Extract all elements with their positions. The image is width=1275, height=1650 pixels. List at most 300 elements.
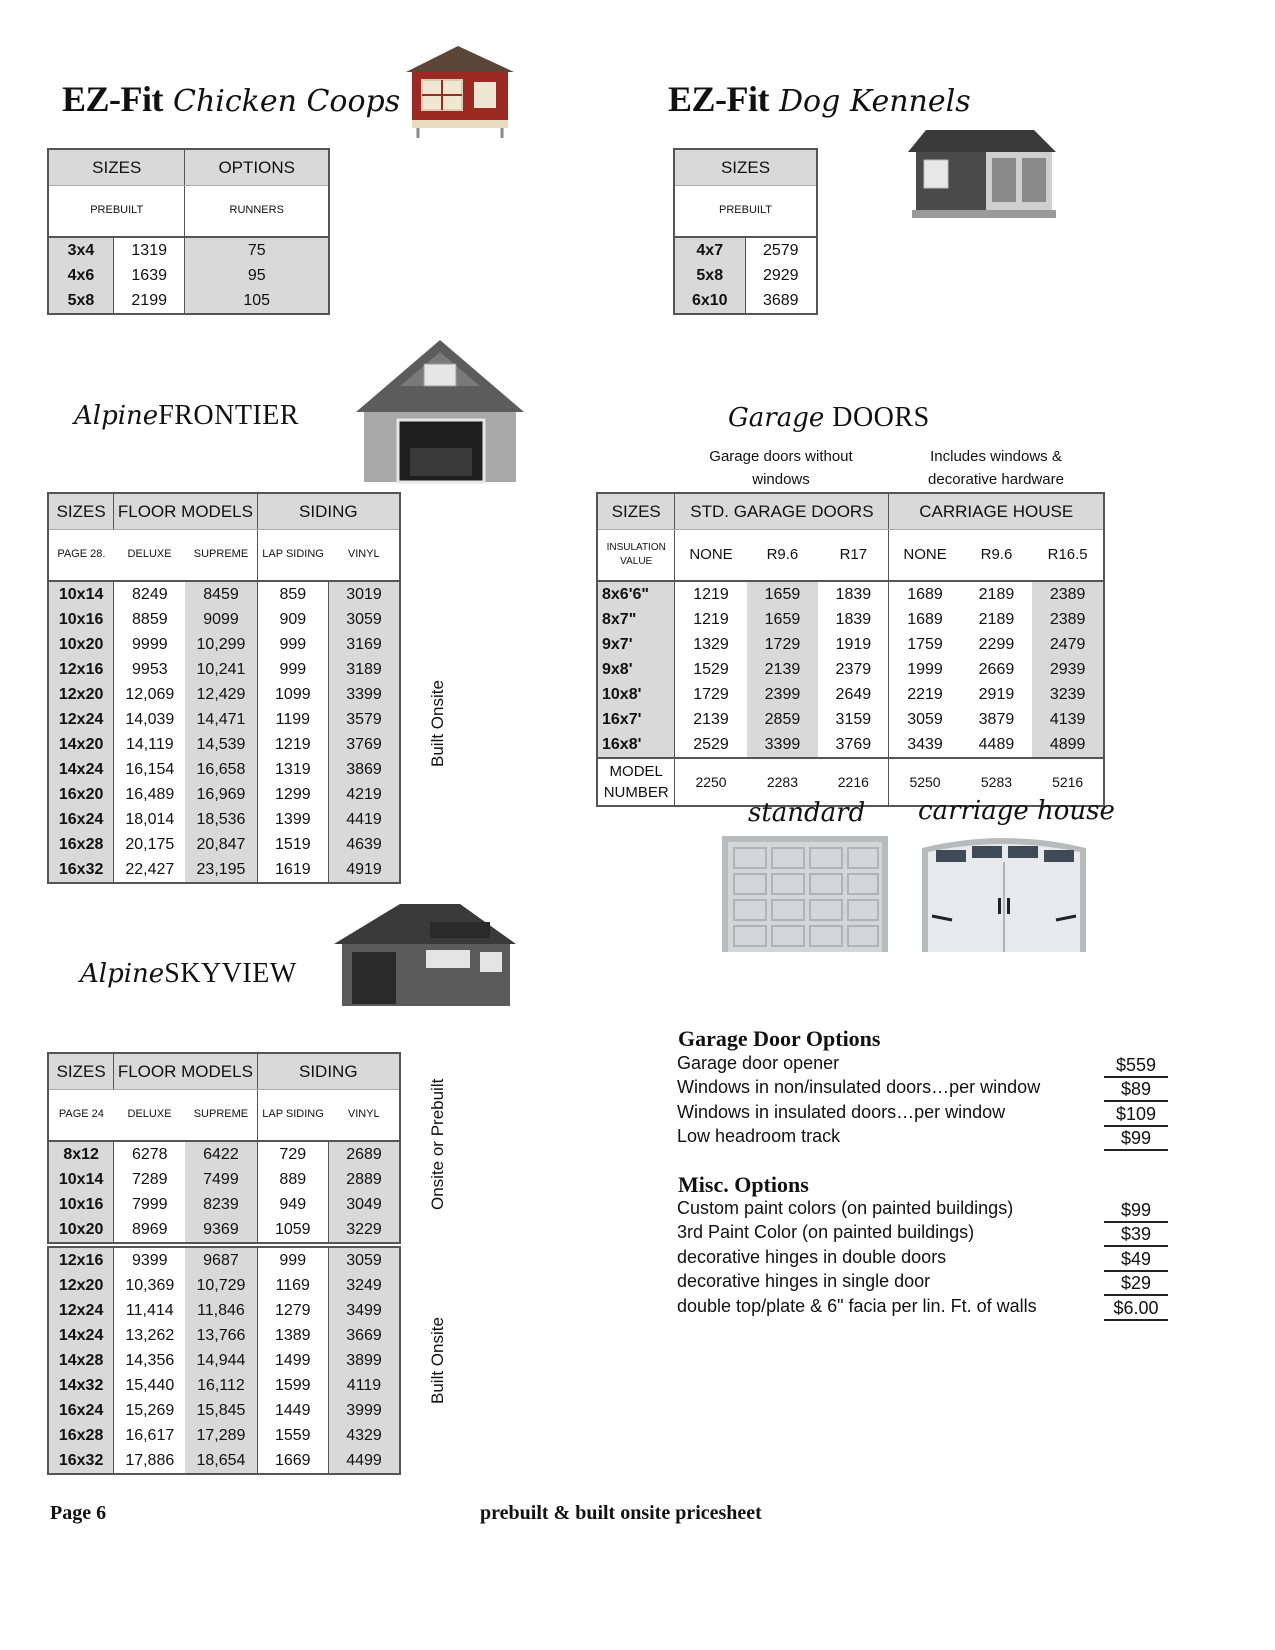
cell-size: 10x16	[48, 607, 114, 632]
model-number-label: MODEL NUMBER	[603, 763, 669, 801]
table-row	[48, 1323, 400, 1348]
cell-lap-siding: 1299	[257, 782, 328, 807]
model-number: 2283	[766, 773, 799, 790]
table-row	[597, 682, 1104, 707]
cell-deluxe: 22,427	[114, 857, 186, 883]
cell-deluxe: 9999	[114, 632, 186, 657]
cell-size: 12x20	[48, 682, 114, 707]
cell-price: 3439	[889, 732, 961, 758]
subheader-lap-siding: LAP SIDING	[257, 1089, 328, 1141]
cell-lap-siding: 1319	[257, 757, 328, 782]
subheader-supreme: SUPREME	[185, 1089, 257, 1141]
cell-supreme: 18,536	[185, 807, 257, 832]
table-row	[48, 757, 400, 782]
title-script: Alpine	[74, 401, 159, 431]
model-number: 5283	[980, 773, 1013, 790]
cell-supreme: 14,471	[185, 707, 257, 732]
cell-supreme: 10,299	[185, 632, 257, 657]
cell-supreme: 8459	[185, 581, 257, 607]
cell-vinyl: 3579	[329, 707, 400, 732]
cell-supreme: 10,241	[185, 657, 257, 682]
cell-deluxe: 16,489	[114, 782, 186, 807]
cell-supreme: 10,729	[185, 1273, 257, 1298]
cell-deluxe: 9953	[114, 657, 186, 682]
cell-lap-siding: 1219	[257, 732, 328, 757]
cell-deluxe: 14,356	[114, 1348, 186, 1373]
title-caps: FRONTIER	[158, 400, 300, 431]
cell-vinyl: 4119	[328, 1373, 400, 1398]
cell-supreme: 23,195	[185, 857, 257, 883]
header-siding: SIDING	[257, 493, 400, 529]
cell-size: 8x12	[48, 1141, 114, 1167]
table-row	[48, 782, 400, 807]
subheader-r165: R16.5	[1032, 529, 1104, 581]
option-price: $99	[1104, 1128, 1168, 1151]
cell-lap-siding: 1669	[257, 1448, 328, 1474]
cell-price: 3689	[745, 288, 817, 314]
cell-supreme: 14,539	[185, 732, 257, 757]
table-row	[48, 607, 400, 632]
cell-size: 14x28	[48, 1348, 114, 1373]
table-row	[597, 657, 1104, 682]
cell-price: 1659	[747, 607, 819, 632]
table-row	[48, 237, 329, 263]
cell-size: 16x24	[48, 1398, 114, 1423]
cell-lap-siding: 1099	[257, 682, 328, 707]
cell-price: 2399	[747, 682, 819, 707]
garage-doors-price-table	[596, 492, 1105, 807]
cell-price: 2579	[745, 237, 817, 263]
cell-lap-siding: 1199	[257, 707, 328, 732]
cell-price: 2479	[1032, 632, 1104, 657]
cell-price: 2189	[978, 611, 1015, 628]
cell-size: 14x20	[48, 732, 114, 757]
cell-price: 1839	[835, 586, 872, 603]
cell-size: 5x8	[674, 263, 745, 288]
subheader-page: PAGE 24	[48, 1089, 114, 1141]
cell-vinyl: 3999	[328, 1398, 400, 1423]
cell-lap-siding: 889	[257, 1167, 328, 1192]
cell-supreme: 16,112	[185, 1373, 257, 1398]
table-row	[48, 807, 400, 832]
table-row	[674, 263, 817, 288]
model-number: 5216	[1052, 773, 1084, 790]
cell-runners: 105	[185, 288, 329, 314]
cell-deluxe: 12,069	[114, 682, 186, 707]
cell-deluxe: 11,414	[114, 1298, 186, 1323]
cell-price: 1689	[889, 581, 961, 607]
cell-price: 2529	[675, 732, 747, 758]
cell-deluxe: 16,617	[114, 1423, 186, 1448]
cell-deluxe: 18,014	[114, 807, 186, 832]
cell-size: 14x24	[48, 757, 114, 782]
cell-size: 16x28	[48, 1423, 114, 1448]
cell-price: 3879	[978, 711, 1015, 728]
cell-lap-siding: 949	[257, 1192, 328, 1217]
subheader-vinyl: VINYL	[329, 1089, 400, 1141]
garage-doors-title	[728, 402, 930, 434]
cell-size: 16x28	[48, 832, 114, 857]
cell-vinyl: 2689	[329, 1141, 400, 1167]
table-row	[597, 632, 1104, 657]
subheader-r17: R17	[818, 529, 889, 581]
cell-price: 1659	[747, 581, 819, 607]
option-price: $99	[1104, 1200, 1168, 1223]
option-label: decorative hinges in double doors	[677, 1246, 947, 1267]
skyview-side-label-onsite: Built Onsite	[428, 1317, 447, 1404]
cell-vinyl: 4219	[329, 782, 400, 807]
cell-size: 9x7'	[597, 632, 675, 657]
cell-lap-siding: 1449	[257, 1398, 328, 1423]
cell-price: 2939	[1032, 657, 1104, 682]
option-label: Windows in non/insulated doors…per window	[677, 1077, 1041, 1098]
cell-lap-siding: 999	[257, 1247, 328, 1273]
footer-title: prebuilt & built onsite pricesheet	[480, 1502, 762, 1524]
model-number: 5250	[889, 758, 961, 806]
cell-vinyl: 3399	[329, 682, 400, 707]
alpine-skyview-title	[80, 958, 297, 990]
cell-price: 1529	[675, 657, 747, 682]
cell-price: 2299	[978, 636, 1015, 653]
cell-deluxe: 6278	[114, 1141, 186, 1167]
header-sizes: SIZES	[48, 493, 114, 529]
cell-supreme: 6422	[185, 1141, 257, 1167]
title-brand: EZ-Fit	[62, 79, 163, 119]
table-row	[597, 581, 1104, 607]
cell-price: 2379	[835, 661, 872, 678]
table-row	[48, 682, 400, 707]
chicken-coop-price-table	[47, 148, 330, 315]
cell-lap-siding: 1279	[257, 1298, 328, 1323]
cell-size: 16x7'	[597, 707, 675, 732]
page-number: Page 6	[50, 1502, 107, 1524]
cell-runners: 75	[185, 237, 329, 263]
cell-lap-siding: 1559	[257, 1423, 328, 1448]
cell-deluxe: 9399	[114, 1247, 186, 1273]
std-door-note: Garage doors without windows	[709, 448, 853, 488]
cell-supreme: 12,429	[185, 682, 257, 707]
table-row	[48, 1167, 400, 1192]
carriage-door-image	[922, 832, 1086, 952]
cell-vinyl: 2889	[329, 1167, 400, 1192]
cell-size: 12x24	[48, 1298, 114, 1323]
cell-vinyl: 3229	[329, 1217, 400, 1243]
standard-door-label: standard	[748, 798, 866, 828]
table-row	[674, 237, 817, 263]
cell-lap-siding: 1169	[257, 1273, 328, 1298]
cell-vinyl: 3059	[328, 1247, 400, 1273]
cell-price: 2389	[1032, 581, 1104, 607]
table-row	[48, 657, 400, 682]
cell-deluxe: 8249	[114, 581, 186, 607]
cell-size: 12x16	[48, 1247, 114, 1273]
chicken-coops-title	[62, 78, 400, 120]
subheader-none: NONE	[889, 529, 961, 581]
cell-vinyl: 3669	[328, 1323, 400, 1348]
cell-price: 2389	[1032, 607, 1104, 632]
model-number: 2250	[675, 758, 747, 806]
cell-price: 2859	[747, 707, 819, 732]
option-label: Custom paint colors (on painted buildings)	[677, 1198, 1014, 1218]
frontier-garage-image	[352, 336, 528, 484]
table-row	[48, 632, 400, 657]
cell-size: 14x32	[48, 1373, 114, 1398]
option-price: $6.00	[1104, 1298, 1168, 1321]
cell-size: 6x10	[674, 288, 745, 314]
cell-deluxe: 13,262	[114, 1323, 186, 1348]
cell-price: 2669	[978, 661, 1015, 678]
cell-price: 1839	[835, 611, 872, 628]
cell-price: 2219	[889, 682, 961, 707]
standard-door-image	[722, 836, 888, 952]
subheader-runners: RUNNERS	[185, 185, 329, 237]
table-row	[48, 1398, 400, 1423]
cell-size: 8x6'6"	[597, 581, 675, 607]
cell-supreme: 16,969	[185, 782, 257, 807]
cell-supreme: 14,944	[185, 1348, 257, 1373]
cell-deluxe: 16,154	[114, 757, 186, 782]
header-std-garage-doors: STD. GARAGE DOORS	[675, 493, 889, 529]
table-row	[48, 1141, 400, 1167]
table-row	[597, 732, 1104, 758]
cell-size: 10x16	[48, 1192, 114, 1217]
cell-size: 12x20	[48, 1273, 114, 1298]
cell-deluxe: 15,440	[114, 1373, 186, 1398]
table-row	[48, 288, 329, 314]
header-floor-models: FLOOR MODELS	[114, 493, 257, 529]
cell-size: 3x4	[48, 237, 113, 263]
cell-price: 3399	[747, 732, 819, 758]
model-number: 2216	[837, 773, 869, 790]
cell-size: 4x6	[48, 263, 113, 288]
cell-lap-siding: 1059	[257, 1217, 328, 1243]
subheader-lap-siding: LAP SIDING	[257, 529, 328, 581]
cell-price: 2199	[113, 288, 184, 314]
cell-price: 2929	[745, 263, 817, 288]
cell-supreme: 9099	[185, 607, 257, 632]
chicken-coop-image	[398, 42, 520, 142]
cell-price: 1319	[113, 237, 184, 263]
option-label: decorative hinges in single door	[677, 1271, 931, 1292]
subheader-none: NONE	[675, 529, 747, 581]
cell-size: 16x24	[48, 807, 114, 832]
cell-supreme: 11,846	[185, 1298, 257, 1323]
table-row	[48, 581, 400, 607]
carriage-door-note: Includes windows & decorative hardware	[928, 448, 1064, 488]
subheader-r96: R9.6	[961, 529, 1033, 581]
option-label: 3rd Paint Color (on painted buildings)	[677, 1222, 975, 1243]
cell-supreme: 18,654	[185, 1448, 257, 1474]
skyview-shed-image	[330, 900, 520, 1010]
title-script: Alpine	[80, 959, 165, 989]
cell-deluxe: 8969	[114, 1217, 186, 1243]
header-options: OPTIONS	[185, 149, 329, 185]
dog-kennel-price-table	[673, 148, 818, 315]
cell-lap-siding: 999	[257, 657, 328, 682]
cell-supreme: 8239	[185, 1192, 257, 1217]
cell-supreme: 16,658	[185, 757, 257, 782]
cell-price: 1219	[675, 607, 747, 632]
table-row	[48, 1298, 400, 1323]
cell-price: 3059	[889, 707, 961, 732]
option-label: Garage door opener	[677, 1053, 840, 1073]
cell-price: 2139	[675, 707, 747, 732]
cell-price: 4139	[1032, 707, 1104, 732]
frontier-price-table	[47, 492, 401, 884]
title-product: Dog Kennels	[779, 84, 971, 119]
frontier-rows	[48, 581, 400, 883]
subheader-prebuilt: PREBUILT	[48, 185, 185, 237]
table-row	[48, 263, 329, 288]
cell-size: 16x32	[48, 1448, 114, 1474]
cell-size: 10x14	[48, 581, 114, 607]
dog-kennel-image	[904, 126, 1060, 222]
option-label: Windows in insulated doors…per window	[677, 1101, 1006, 1122]
cell-price: 3239	[1032, 682, 1104, 707]
cell-deluxe: 8859	[114, 607, 186, 632]
cell-size: 16x8'	[597, 732, 675, 758]
cell-vinyl: 4639	[329, 832, 400, 857]
cell-size: 12x24	[48, 707, 114, 732]
cell-deluxe: 14,039	[114, 707, 186, 732]
cell-price: 1639	[113, 263, 184, 288]
table-row	[48, 1192, 400, 1217]
cell-size: 16x32	[48, 857, 114, 883]
header-siding: SIDING	[257, 1053, 400, 1089]
cell-lap-siding: 729	[257, 1141, 328, 1167]
cell-price: 1329	[675, 632, 747, 657]
cell-price: 1729	[675, 682, 747, 707]
cell-vinyl: 3769	[329, 732, 400, 757]
cell-size: 5x8	[48, 288, 113, 314]
skyview-price-table-onsite	[47, 1246, 401, 1475]
misc-options-heading: Misc. Options	[678, 1172, 809, 1197]
subheader-deluxe: DELUXE	[114, 529, 186, 581]
title-brand: EZ-Fit	[668, 79, 769, 119]
subheader-deluxe: DELUXE	[114, 1089, 186, 1141]
cell-deluxe: 7999	[114, 1192, 186, 1217]
subheader-r96: R9.6	[747, 529, 819, 581]
cell-lap-siding: 999	[257, 632, 328, 657]
cell-size: 8x7"	[597, 607, 675, 632]
cell-vinyl: 4329	[328, 1423, 400, 1448]
header-sizes: SIZES	[674, 149, 817, 185]
option-label: double top/plate & 6" facia per lin. Ft. of walls	[677, 1295, 1037, 1316]
table-row	[48, 1273, 400, 1298]
table-row	[48, 1247, 400, 1273]
cell-deluxe: 17,886	[114, 1448, 186, 1474]
title-product: Chicken Coops	[173, 84, 401, 119]
title-caps: DOORS	[832, 402, 930, 433]
cell-supreme: 20,847	[185, 832, 257, 857]
dog-kennels-title	[668, 78, 971, 120]
table-row	[48, 707, 400, 732]
option-price: $109	[1104, 1104, 1168, 1127]
option-price: $29	[1104, 1273, 1168, 1296]
garage-door-options-heading: Garage Door Options	[678, 1026, 881, 1051]
cell-supreme: 9369	[185, 1217, 257, 1243]
cell-deluxe: 10,369	[114, 1273, 186, 1298]
table-row	[48, 1423, 400, 1448]
cell-deluxe: 20,175	[114, 832, 186, 857]
cell-lap-siding: 1599	[257, 1373, 328, 1398]
cell-price: 1219	[675, 581, 747, 607]
alpine-frontier-title	[74, 400, 299, 432]
cell-price: 1729	[747, 632, 819, 657]
cell-supreme: 17,289	[185, 1423, 257, 1448]
cell-price: 1689	[889, 607, 961, 632]
cell-vinyl: 4499	[328, 1448, 400, 1474]
skyview-rows-onsite	[48, 1247, 400, 1474]
cell-price: 4899	[1032, 732, 1104, 758]
cell-vinyl: 3189	[329, 657, 400, 682]
cell-deluxe: 7289	[114, 1167, 186, 1192]
cell-price: 1919	[835, 636, 872, 653]
carriage-door-label: carriage house	[918, 796, 1115, 826]
cell-lap-siding: 1619	[257, 857, 328, 883]
cell-vinyl: 4919	[329, 857, 400, 883]
option-price: $559	[1104, 1055, 1168, 1078]
header-sizes: SIZES	[48, 149, 185, 185]
cell-vinyl: 3249	[328, 1273, 400, 1298]
cell-supreme: 9687	[185, 1247, 257, 1273]
subheader-vinyl: VINYL	[329, 529, 400, 581]
header-sizes: SIZES	[48, 1053, 114, 1089]
subheader-page: PAGE 28.	[48, 529, 114, 581]
option-price: $89	[1104, 1079, 1168, 1102]
table-row	[48, 857, 400, 883]
cell-size: 4x7	[674, 237, 745, 263]
cell-price: 1999	[889, 657, 961, 682]
cell-vinyl: 3049	[329, 1192, 400, 1217]
subheader-insulation: INSULATION VALUE	[597, 529, 675, 581]
table-row	[597, 707, 1104, 732]
frontier-side-label: Built Onsite	[428, 680, 447, 767]
table-row	[48, 1373, 400, 1398]
skyview-side-label-prebuilt: Onsite or Prebuilt	[428, 1078, 447, 1210]
cell-price: 3769	[835, 736, 872, 753]
table-row	[48, 832, 400, 857]
cell-price: 1759	[889, 632, 961, 657]
cell-vinyl: 3019	[329, 581, 400, 607]
cell-vinyl: 4419	[329, 807, 400, 832]
subheader-supreme: SUPREME	[185, 529, 257, 581]
cell-vinyl: 3869	[329, 757, 400, 782]
cell-size: 14x24	[48, 1323, 114, 1348]
cell-vinyl: 3499	[328, 1298, 400, 1323]
skyview-price-table-prebuilt	[47, 1052, 401, 1244]
cell-size: 10x20	[48, 1217, 114, 1243]
cell-size: 9x8'	[597, 657, 675, 682]
option-label: Low headroom track	[677, 1126, 841, 1147]
cell-lap-siding: 1399	[257, 807, 328, 832]
cell-lap-siding: 1499	[257, 1348, 328, 1373]
cell-price: 2919	[978, 686, 1015, 703]
table-row	[674, 288, 817, 314]
table-row	[597, 607, 1104, 632]
table-row	[48, 1217, 400, 1243]
cell-size: 10x8'	[597, 682, 675, 707]
title-caps: SKYVIEW	[164, 958, 297, 989]
header-carriage-house: CARRIAGE HOUSE	[889, 493, 1104, 529]
cell-price: 2649	[835, 686, 872, 703]
cell-lap-siding: 909	[257, 607, 328, 632]
cell-lap-siding: 859	[257, 581, 328, 607]
table-row	[48, 732, 400, 757]
cell-deluxe: 15,269	[114, 1398, 186, 1423]
cell-lap-siding: 1519	[257, 832, 328, 857]
cell-vinyl: 3169	[329, 632, 400, 657]
